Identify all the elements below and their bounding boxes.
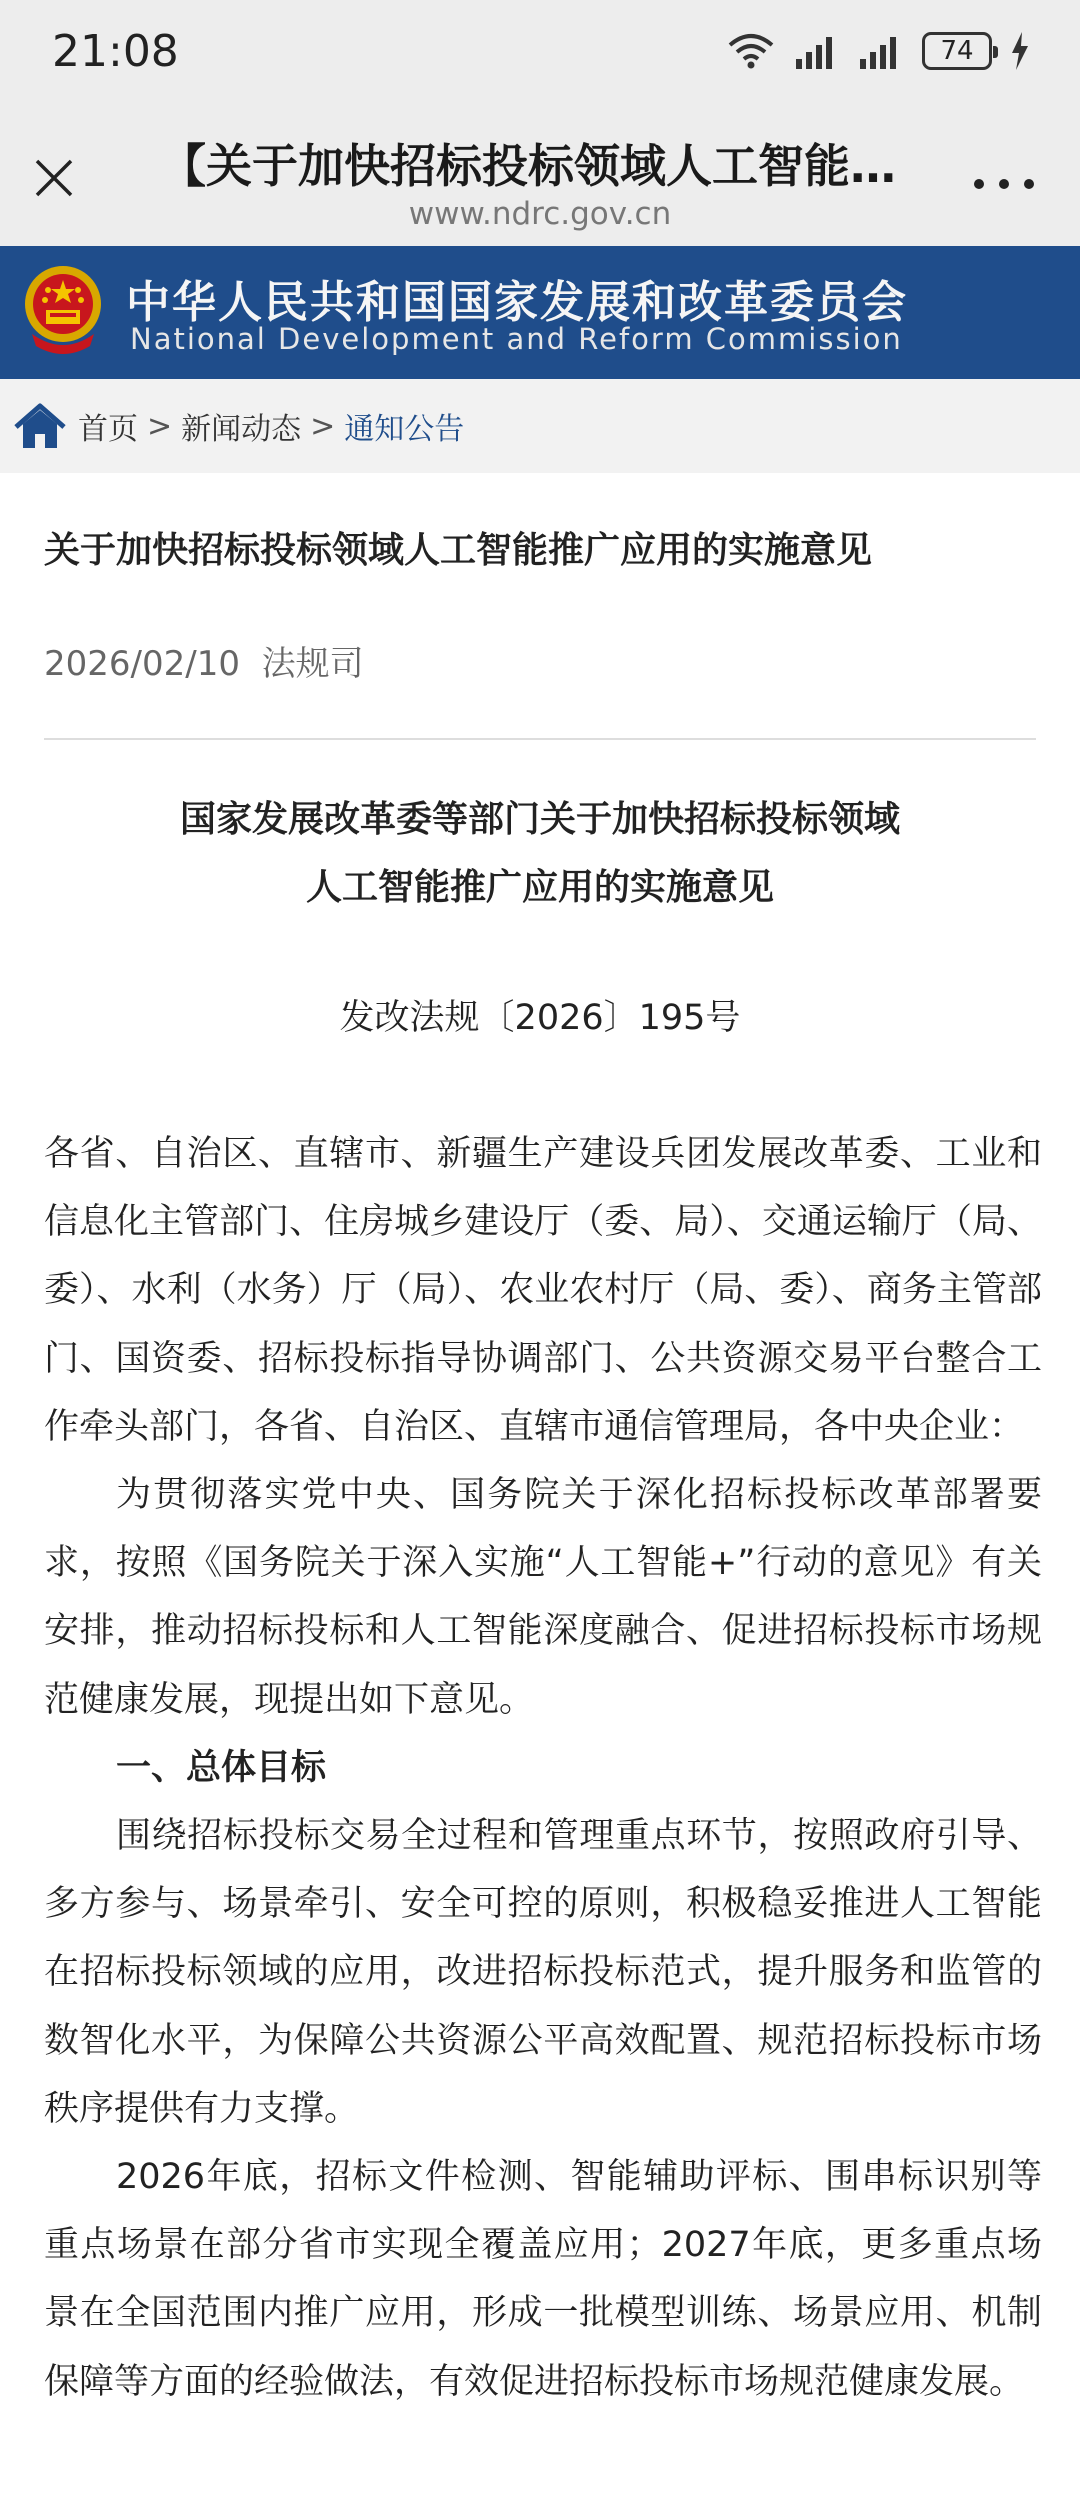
breadcrumb-home[interactable]: 首页 — [78, 412, 138, 447]
document-number: 发改法规〔2026〕195号 — [339, 998, 741, 1038]
page-title: 【关于加快招标投标领域人工智能… — [160, 139, 896, 193]
browser-header — [0, 100, 1080, 246]
signal-icon — [794, 33, 840, 69]
document-heading-line: 国家发展改革委等部门关于加快招标投标领域 — [179, 799, 900, 840]
dot-icon — [974, 179, 984, 189]
recipients-paragraph: 各省、自治区、直辖市、新疆生产建设兵团发展改革委、工业和信息化主管部门、住房城乡建设厅（委、局）、交通运输厅（局、委）、水利（水务）厅（局）、农业农村厅（局、委）、商务主管部门、国资委、招标投标指导协调部门、公共资源交易平台整合工作牵头部门，各省、自治区、直辖市通信管理局，各中央企业： — [44, 1134, 1042, 1447]
body-paragraph: 2026年底，招标文件检测、智能辅助评标、围串标识别等重点场景在部分省市实现全覆盖应用；2027年底，更多重点场景在全国范围内推广应用，形成一批模型训练、场景应用、机制保障等方面的经验做法，有效促进招标投标市场规范健康发展。 — [44, 2157, 1042, 2402]
body-paragraph: 围绕招标投标交易全过程和管理重点环节，按照政府引导、多方参与、场景牵引、安全可控的原则，积极稳妥推进人工智能在招标投标领域的应用，改进招标投标范式，提升服务和监管的数智化水平，为保障公共资源公平高效配置、规范招标投标市场秩序提供有力支撑。 — [44, 1816, 1042, 2129]
site-banner[interactable] — [0, 246, 1080, 379]
wifi-icon — [726, 31, 776, 71]
breadcrumb-separator: > — [310, 408, 336, 444]
dot-icon — [1024, 179, 1034, 189]
dot-icon — [999, 179, 1009, 189]
divider — [44, 738, 1036, 740]
home-icon[interactable] — [12, 401, 68, 451]
breadcrumb-current[interactable]: 通知公告 — [344, 412, 465, 447]
site-name: 中华人民共和国国家发展和改革委员会 — [126, 277, 908, 328]
intro-paragraph: 为贯彻落实党中央、国务院关于深化招标投标改革部署要求，按照《国务院关于深入实施“人工智能+”行动的意见》有关安排，推动招标投标和人工智能深度融合、促进招标投标市场规范健康发展，现提出如下意见。 — [44, 1475, 1042, 1720]
site-name-english: National Development and Reform Commission — [130, 322, 903, 356]
page-url: www.ndrc.gov.cn — [408, 196, 672, 232]
status-time: 21:08 — [52, 26, 179, 77]
more-options-button[interactable] — [974, 174, 1034, 194]
article-title: 关于加快招标投标领域人工智能推广应用的实施意见 — [44, 530, 873, 571]
status-icons — [726, 28, 1030, 74]
signal-icon — [858, 33, 904, 69]
article-meta: 2026/02/10 法规司 — [44, 644, 364, 684]
document-heading — [0, 786, 1080, 922]
battery-icon — [922, 32, 992, 70]
charging-icon — [1010, 32, 1030, 70]
document-body — [44, 1120, 1042, 2416]
battery-level: 74 — [940, 36, 974, 66]
close-icon — [34, 158, 74, 198]
document-heading-line: 人工智能推广应用的实施意见 — [305, 867, 774, 908]
breadcrumb — [0, 379, 1080, 473]
national-emblem-icon — [22, 260, 104, 360]
status-bar — [0, 0, 1080, 100]
section-heading: 一、总体目标 — [116, 1747, 327, 1788]
breadcrumb-separator: > — [147, 408, 173, 444]
breadcrumb-section[interactable]: 新闻动态 — [181, 412, 302, 447]
